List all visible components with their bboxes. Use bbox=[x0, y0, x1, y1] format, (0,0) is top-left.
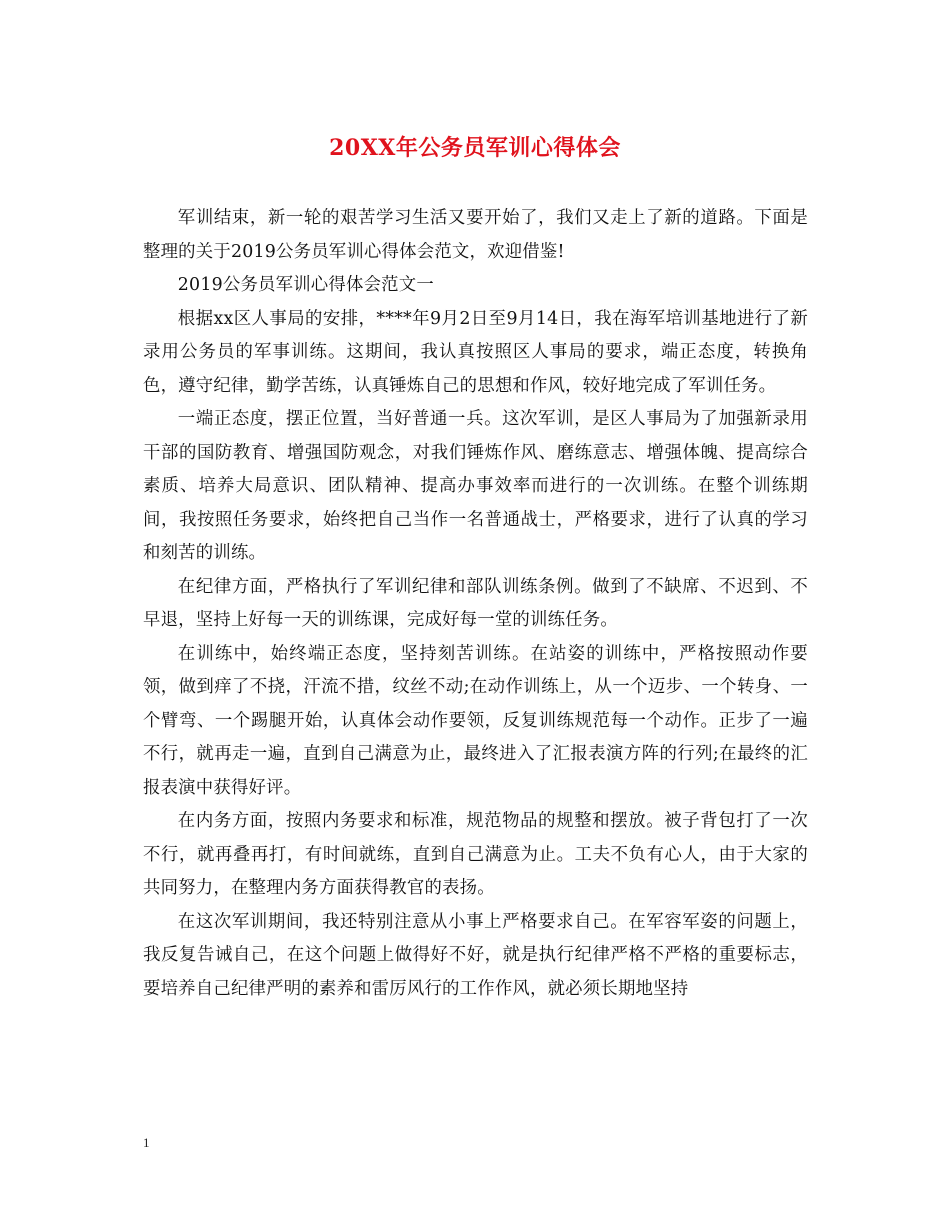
paragraph-intro: 军训结束，新一轮的艰苦学习生活又要开始了，我们又走上了新的道路。下面是整理的关于2019公务员军训心得体会范文，欢迎借鉴! bbox=[143, 208, 808, 262]
document-body bbox=[143, 202, 808, 1006]
document-title: 20XX年公务员军训心得体会 bbox=[329, 135, 621, 161]
page-number: 1 bbox=[143, 1135, 150, 1150]
paragraph-training: 在训练中，始终端正态度，坚持刻苦训练。在站姿的训练中，严格按照动作要领，做到痒了不挠，汗流不措，纹丝不动;在动作训练上，从一个迈步、一个转身、一个臂弯、一个踢腿开始，认真体会动作要领，反复训练规范每一个动作。正步了一遍不行，就再走一遍，直到自己满意为止，最终进入了汇报表演方阵的行列;在最终的汇报表演中获得好评。 bbox=[143, 643, 808, 798]
paragraph-arrangement: 根据xx区人事局的安排，****年9月2日至9月14日，我在海军培训基地进行了新录用公务员的军事训练。这期间，我认真按照区人事局的要求，端正态度，转换角色，遵守纪律，勤学苦练，认真锤炼自己的思想和作风，较好地完成了军训任务。 bbox=[143, 308, 808, 396]
paragraph-discipline: 在纪律方面，严格执行了军训纪律和部队训练条例。做到了不缺席、不迟到、不早退，坚持上好每一天的训练课，完成好每一堂的训练任务。 bbox=[143, 576, 808, 630]
paragraph-details: 在这次军训期间，我还特别注意从小事上严格要求自己。在军容军姿的问题上，我反复告诫自己，在这个问题上做得好不好，就是执行纪律严格不严格的重要标志，要培养自己纪律严明的素养和雷厉风行的工作作风，就必须长期地坚持 bbox=[143, 911, 808, 999]
paragraph-housekeeping: 在内务方面，按照内务要求和标准，规范物品的规整和摆放。被子背包打了一次不行，就再叠再打，有时间就练，直到自己满意为止。工夫不负有心人，由于大家的共同努力，在整理内务方面获得教官的表扬。 bbox=[143, 811, 808, 898]
paragraph-attitude: 一端正态度，摆正位置，当好普通一兵。这次军训，是区人事局为了加强新录用干部的国防教育、增强国防观念，对我们锤炼作风、磨练意志、增强体魄、提高综合素质、培养大局意识、团队精神、提高办事效率而进行的一次训练。在整个训练期间，我按照任务要求，始终把自己当作一名普通战士，严格要求，进行了认真的学习和刻苦的训练。 bbox=[143, 409, 808, 563]
paragraph-subheading: 2019公务员军训心得体会范文一 bbox=[177, 275, 434, 295]
